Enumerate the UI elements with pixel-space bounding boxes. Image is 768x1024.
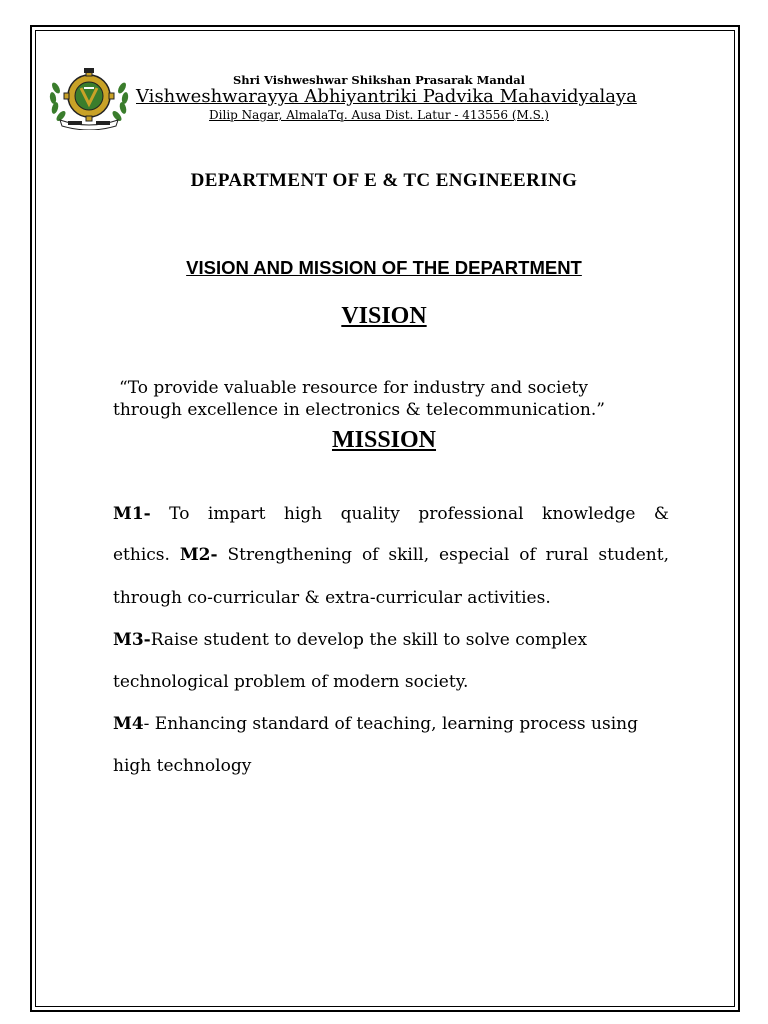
mission-line-6 bbox=[113, 714, 669, 734]
vision-line-1: “To provide valuable resource for industry and society bbox=[119, 378, 588, 398]
department-title: DEPARTMENT OF E & TC ENGINEERING bbox=[190, 170, 578, 191]
college-address: Dilip Nagar, AlmalaTq. Ausa Dist. Latur - 413556 (M.S.) bbox=[209, 108, 549, 122]
m1-text: To impart high quality professional knowledge & bbox=[150, 504, 669, 524]
m2-text: Strengthening of skill, especial of rural student, bbox=[217, 545, 669, 565]
college-name: Vishweshwarayya Abhiyantriki Padvika Mahavidyalaya bbox=[136, 86, 637, 107]
m3-text: Raise student to develop the skill to solve complex bbox=[150, 630, 588, 650]
mission-line-5: technological problem of modern society. bbox=[113, 672, 469, 692]
vision-statement bbox=[113, 377, 673, 421]
organization-name: Shri Vishweshwar Shikshan Prasarak Mandal bbox=[232, 73, 526, 87]
college-logo-icon bbox=[46, 68, 132, 130]
vision-heading: VISION bbox=[341, 303, 427, 329]
mission-line-4 bbox=[113, 630, 669, 650]
mission-line-7: high technology bbox=[113, 756, 252, 776]
m3-label: M3- bbox=[113, 630, 151, 650]
m2-label: M2- bbox=[179, 545, 218, 565]
m1-text-end: ethics. bbox=[113, 545, 180, 565]
m1-label: M1- bbox=[113, 504, 151, 524]
mission-heading: MISSION bbox=[331, 427, 437, 453]
vision-line-2: through excellence in electronics & telecommunication.” bbox=[113, 400, 605, 420]
m4-label: M4 bbox=[113, 714, 144, 734]
mission-line-1 bbox=[113, 504, 669, 524]
mission-line-2 bbox=[113, 545, 669, 565]
vision-mission-heading: VISION AND MISSION OF THE DEPARTMENT bbox=[186, 257, 582, 278]
mission-line-3: through co-curricular & extra-curricular activities. bbox=[113, 588, 551, 608]
m4-text: - Enhancing standard of teaching, learning process using bbox=[143, 714, 638, 734]
